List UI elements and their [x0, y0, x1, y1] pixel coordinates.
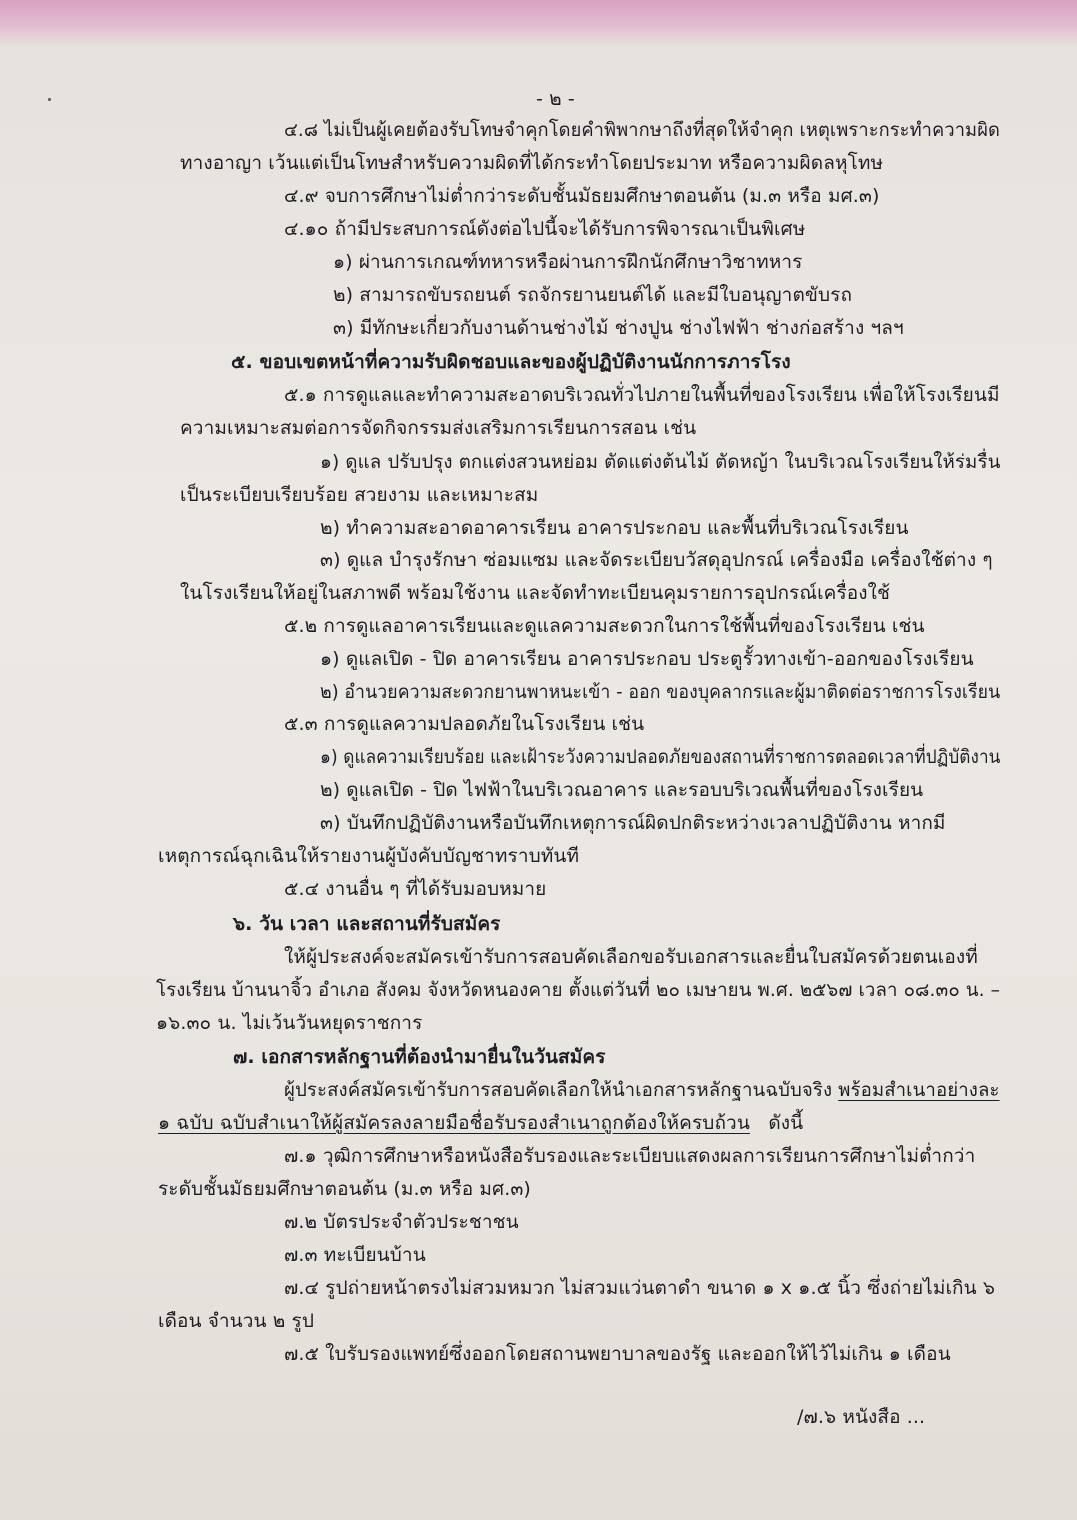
page-number: - ๒ - — [536, 88, 575, 110]
text-line: ๗.๓ ทะเบียนบ้าน — [284, 1244, 426, 1266]
text-line: ๑) ดูแลเปิด - ปิด อาคารเรียน อาคารประกอบ ประตูรั้วทางเข้า-ออกของโรงเรียน — [320, 648, 974, 670]
text-segment: ดังนี้ — [768, 1112, 804, 1134]
section-heading: ๕. ขอบเขตหน้าที่ความรับผิดชอบและของผู้ปฏิบัติงานนักการภารโรง — [231, 351, 791, 373]
text-line: ๒) ดูแลเปิด - ปิด ไฟฟ้าในบริเวณอาคาร และรอบบริเวณพื้นที่ของโรงเรียน — [320, 779, 924, 801]
text-line: ๑) ดูแลความเรียบร้อย และเฝ้าระวังความปลอดภัยของสถานที่ราชการตลอดเวลาที่ปฏิบัติงาน — [320, 746, 1001, 768]
section-heading: ๗. เอกสารหลักฐานที่ต้องนำมายื่นในวันสมัคร — [233, 1046, 606, 1068]
text-line: ๓) ดูแล บำรุงรักษา ซ่อมแซม และจัดระเบียบวัสดุอุปกรณ์ เครื่องมือ เครื่องใช้ต่าง ๆ — [320, 549, 993, 571]
text-line: เดือน จำนวน ๒ รูป — [158, 1310, 314, 1332]
text-line: ๔.๙ จบการศึกษาไม่ต่ำกว่าระดับชั้นมัธยมศึกษาตอนต้น (ม.๓ หรือ มศ.๓) — [284, 185, 880, 207]
text-line: ระดับชั้นมัธยมศึกษาตอนต้น (ม.๓ หรือ มศ.๓) — [158, 1178, 531, 1200]
text-line: ๗.๑ วุฒิการศึกษาหรือหนังสือรับรองและระเบียบแสดงผลการเรียนการศึกษาไม่ต่ำกว่า — [284, 1145, 976, 1167]
paper-speck — [48, 98, 51, 101]
text-line: เป็นระเบียบเรียบร้อย สวยงาม และเหมาะสม — [180, 484, 539, 506]
text-line — [158, 1110, 803, 1136]
section-heading: ๖. วัน เวลา และสถานที่รับสมัคร — [233, 913, 501, 935]
text-line: ๒) ทำความสะอาดอาคารเรียน อาคารประกอบ และพื้นที่บริเวณโรงเรียน — [320, 517, 909, 539]
text-line: ๕.๓ การดูแลความปลอดภัยในโรงเรียน เช่น — [284, 713, 645, 735]
continuation-note: /๗.๖ หนังสือ ... — [797, 1406, 926, 1428]
text-line: ๗.๕ ใบรับรองแพทย์ซึ่งออกโดยสถานพยาบาลของรัฐ และออกให้ไว้ไม่เกิน ๑ เดือน — [284, 1343, 951, 1365]
text-line: ให้ผู้ประสงค์จะสมัครเข้ารับการสอบคัดเลือกขอรับเอกสารและยื่นใบสมัครด้วยตนเองที่ — [284, 946, 978, 968]
text-line: ๗.๒ บัตรประจำตัวประชาชน — [284, 1211, 519, 1233]
text-line: ๗.๔ รูปถ่ายหน้าตรงไม่สวมหมวก ไม่สวมแว่นตาดำ ขนาด ๑ x ๑.๕ นิ้ว ซึ่งถ่ายไม่เกิน ๖ — [284, 1277, 996, 1299]
underlined-text: ๑ ฉบับ ฉบับสำเนาให้ผู้สมัครลงลายมือชื่อรับรองสำเนาถูกต้องให้ครบถ้วน — [158, 1112, 750, 1134]
text-line: ๑) ผ่านการเกณฑ์ทหารหรือผ่านการฝึกนักศึกษาวิชาทหาร — [333, 251, 803, 273]
text-line: ๕.๑ การดูแลและทำความสะอาดบริเวณทั่วไปภายในพื้นที่ของโรงเรียน เพื่อให้โรงเรียนมี — [284, 384, 1000, 406]
text-line: ๕.๔ งานอื่น ๆ ที่ได้รับมอบหมาย — [284, 878, 547, 900]
underlined-text: พร้อมสำเนาอย่างละ — [838, 1079, 1000, 1101]
text-line: โรงเรียน บ้านนาจิ้ว อำเภอ สังคม จังหวัดหนองคาย ตั้งแต่วันที่ ๒๐ เมษายน พ.ศ. ๒๕๖๗ เวลา ๐๘.๓๐ น. – — [156, 979, 1001, 1001]
text-line: ๒) อำนวยความสะดวกยานพาหนะเข้า - ออก ของบุคลากรและผู้มาติดต่อราชการโรงเรียน — [320, 681, 1001, 703]
text-line: เหตุการณ์ฉุกเฉินให้รายงานผู้บังคับบัญชาทราบทันที — [158, 845, 580, 867]
text-line — [284, 1077, 1000, 1103]
text-line: ทางอาญา เว้นแต่เป็นโทษสำหรับความผิดที่ได้กระทำโดยประมาท หรือความผิดลหุโทษ — [180, 152, 884, 174]
text-line: ความเหมาะสมต่อการจัดกิจกรรมส่งเสริมการเรียนการสอน เช่น — [180, 417, 697, 439]
text-line: ๑๖.๓๐ น. ไม่เว้นวันหยุดราชการ — [156, 1012, 423, 1034]
text-line: ๒) สามารถขับรถยนต์ รถจักรยานยนต์ได้ และมีใบอนุญาตขับรถ — [333, 284, 853, 306]
text-line: ๑) ดูแล ปรับปรุง ตกแต่งสวนหย่อม ตัดแต่งต้นไม้ ตัดหญ้า ในบริเวณโรงเรียนให้ร่มรื่น — [320, 451, 1001, 473]
pink-paper-edge — [0, 0, 1077, 46]
text-line: ๔.๑๐ ถ้ามีประสบการณ์ดังต่อไปนี้จะได้รับการพิจารณาเป็นพิเศษ — [284, 218, 806, 240]
text-line: ในโรงเรียนให้อยู่ในสภาพดี พร้อมใช้งาน และจัดทำทะเบียนคุมรายการอุปกรณ์เครื่องใช้ — [180, 582, 891, 604]
text-segment: ผู้ประสงค์สมัครเข้ารับการสอบคัดเลือกให้นำเอกสารหลักฐานฉบับจริง — [284, 1079, 839, 1101]
text-line: ๓) บันทึกปฏิบัติงานหรือบันทึกเหตุการณ์ผิดปกติระหว่างเวลาปฏิบัติงาน หากมี — [320, 812, 946, 834]
text-line: ๓) มีทักษะเกี่ยวกับงานด้านช่างไม้ ช่างปูน ช่างไฟฟ้า ช่างก่อสร้าง ฯลฯ — [333, 317, 904, 339]
text-line: ๔.๘ ไม่เป็นผู้เคยต้องรับโทษจำคุกโดยคำพิพากษาถึงที่สุดให้จำคุก เหตุเพราะกระทำความผิด — [284, 119, 1000, 141]
text-line: ๕.๒ การดูแลอาคารเรียนและดูแลความสะดวกในการใช้พื้นที่ของโรงเรียน เช่น — [284, 615, 925, 637]
